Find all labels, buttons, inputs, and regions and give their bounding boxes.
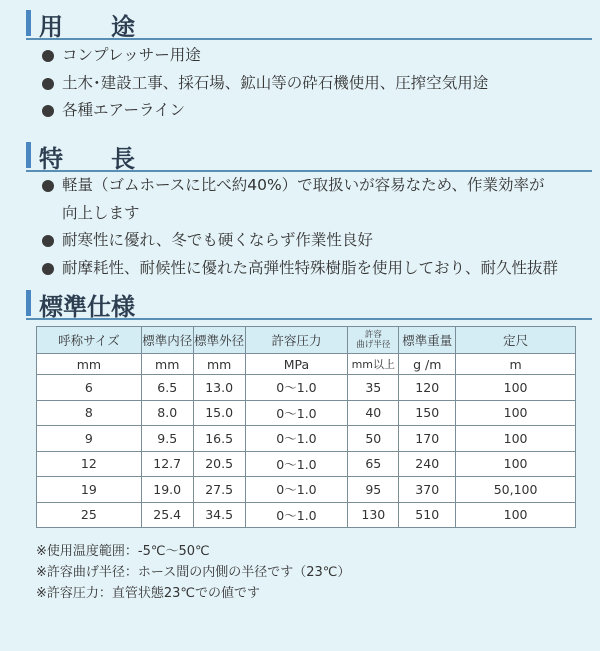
cell: 25 <box>37 502 142 528</box>
cell: 12.7 <box>141 451 193 477</box>
cell: 0～1.0 <box>245 375 348 401</box>
cell: 170 <box>399 426 456 452</box>
list-item: コンプレッサー用途 <box>40 42 488 70</box>
bullet-icon <box>42 235 54 247</box>
cell: 9 <box>37 426 142 452</box>
features-list <box>40 172 558 282</box>
cell: 0～1.0 <box>245 400 348 426</box>
unit-cell: mm <box>193 354 245 375</box>
header-cell: 呼称サイズ <box>37 327 142 354</box>
cell: 150 <box>399 400 456 426</box>
table-row <box>37 451 576 477</box>
cell: 0～1.0 <box>245 477 348 503</box>
cell: 120 <box>399 375 456 401</box>
header-cell: 定尺 <box>456 327 576 354</box>
unit-cell: mm <box>141 354 193 375</box>
spec-title: 標準仕様 <box>39 293 135 321</box>
table-row <box>37 502 576 528</box>
unit-cell: MPa <box>245 354 348 375</box>
header-cell: 許容圧力 <box>245 327 348 354</box>
cell: 6 <box>37 375 142 401</box>
cell: 50 <box>348 426 399 452</box>
cell: 100 <box>456 426 576 452</box>
note-line: ※許容曲げ半径：ホース間の内側の半径です（23℃） <box>36 565 351 580</box>
header-cell: 標準重量 <box>399 327 456 354</box>
cell: 13.0 <box>193 375 245 401</box>
note-line: ※許容圧力：直管状態23℃での値です <box>36 586 261 601</box>
unit-cell: mm <box>37 354 142 375</box>
cell: 130 <box>348 502 399 528</box>
cell: 35 <box>348 375 399 401</box>
header-cell: 許容 曲げ半径 <box>348 327 399 354</box>
cell: 100 <box>456 400 576 426</box>
cell: 34.5 <box>193 502 245 528</box>
table-header-row <box>37 327 576 354</box>
cell: 19.0 <box>141 477 193 503</box>
note-line: ※使用温度範囲：-5℃～50℃ <box>36 544 210 559</box>
section-marker-bar <box>26 10 31 36</box>
cell: 50,100 <box>456 477 576 503</box>
cell: 15.0 <box>193 400 245 426</box>
bullet-icon <box>42 105 54 117</box>
cell: 100 <box>456 375 576 401</box>
list-item: 耐寒性に優れ、冬でも硬くならず作業性良好 <box>40 227 558 255</box>
notes <box>36 541 350 604</box>
cell: 0～1.0 <box>245 502 348 528</box>
cell: 100 <box>456 502 576 528</box>
table-unit-row <box>37 354 576 375</box>
table-row <box>37 426 576 452</box>
cell: 0～1.0 <box>245 426 348 452</box>
unit-cell: mm以上 <box>348 354 399 375</box>
table-row <box>37 400 576 426</box>
header-cell: 標準外径 <box>193 327 245 354</box>
cell: 0～1.0 <box>245 451 348 477</box>
section-marker-bar <box>26 142 31 168</box>
list-item: 軽量（ゴムホースに比べ約40%）で取扱いが容易なため、作業効率が 向上します <box>40 172 558 227</box>
cell: 40 <box>348 400 399 426</box>
list-item: 各種エアーライン <box>40 97 488 125</box>
bullet-icon <box>42 263 54 275</box>
cell: 16.5 <box>193 426 245 452</box>
cell: 20.5 <box>193 451 245 477</box>
cell: 25.4 <box>141 502 193 528</box>
cell: 510 <box>399 502 456 528</box>
cell: 100 <box>456 451 576 477</box>
cell: 8 <box>37 400 142 426</box>
spec-section-header <box>26 288 592 320</box>
cell: 19 <box>37 477 142 503</box>
uses-list <box>40 42 488 125</box>
cell: 95 <box>348 477 399 503</box>
uses-title: 用 途 <box>39 13 135 41</box>
features-title: 特 長 <box>39 145 135 173</box>
table-row <box>37 477 576 503</box>
cell: 9.5 <box>141 426 193 452</box>
cell: 8.0 <box>141 400 193 426</box>
header-cell: 標準内径 <box>141 327 193 354</box>
uses-section-header <box>26 8 592 40</box>
bullet-icon <box>42 50 54 62</box>
list-item: 耐摩耗性、耐候性に優れた高弾性特殊樹脂を使用しており、耐久性抜群 <box>40 255 558 283</box>
unit-cell: m <box>456 354 576 375</box>
cell: 240 <box>399 451 456 477</box>
bullet-icon <box>42 180 54 192</box>
table-row <box>37 375 576 401</box>
unit-cell: g /m <box>399 354 456 375</box>
cell: 370 <box>399 477 456 503</box>
cell: 12 <box>37 451 142 477</box>
cell: 6.5 <box>141 375 193 401</box>
section-marker-bar <box>26 290 31 316</box>
bullet-icon <box>42 78 54 90</box>
list-item: 土木･建設工事、採石場、鉱山等の砕石機使用、圧搾空気用途 <box>40 70 488 98</box>
spec-table <box>36 326 576 528</box>
features-section-header <box>26 140 592 172</box>
cell: 27.5 <box>193 477 245 503</box>
cell: 65 <box>348 451 399 477</box>
